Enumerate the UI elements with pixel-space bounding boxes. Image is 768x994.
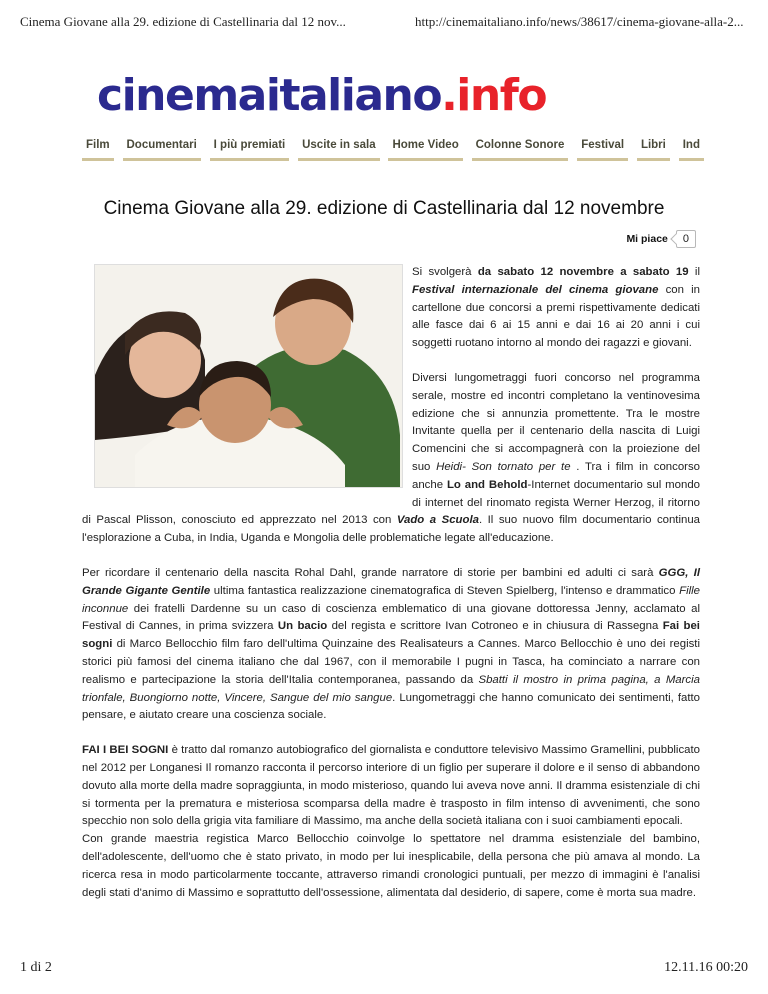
page-number: 1 di 2 [20,960,52,975]
nav-item-film[interactable]: Film [82,138,114,161]
nav-item-home-video[interactable]: Home Video [388,138,462,161]
nav-item-libri[interactable]: Libri [637,138,670,161]
nav-item-colonne-sonore[interactable]: Colonne Sonore [472,138,569,161]
paragraph-2: Diversi lungometraggi fuori concorso nel programma serale, mostre ed incontri completano la ventinovesima edizione che si annunzia promettente. Tra le mostre Invitante quella per il centenario della nascita di Luigi Comencini che si accompagnerà con la proiezione del suo Heidi- Son tornato per te . Tra i film in concorso anche Lo and Behold-Internet documentario sul mondo di internet del rinomato regista Werner Herzog, il ritorno di Pascal Plisson, conosciuto ed apprezzato nel 2013 con Vado a Scuola. Il suo nuovo film documentario continua l'esplorazione a Cuba, in India, Uganda e Mongolia delle problematiche legate all'educazione. [82,371,701,545]
print-header-title: Cinema Giovane alla 29. edizione di Castellinaria dal 12 nov... [20,14,346,29]
nav-item-documentari[interactable]: Documentari [123,138,201,161]
print-datetime: 12.11.16 00:20 [664,960,748,975]
article-body [82,264,700,919]
print-footer [20,960,748,978]
nav-item-premiati[interactable]: I più premiati [210,138,290,161]
paragraph-3: Per ricordare il centenario della nascita Rohal Dahl, grande narratore di storie per bambini ed adulti ci sarà GGG, Il Grande Gigante Gentile ultima fantastica realizzazione cinematografica di Steven Spielberg, l'intenso e drammatico Fille inconnue dei fratelli Dardenne su un caso di coscienza emblematico di una giovane dottoressa Jenny, acclamato al Festival di Cannes, in prima svizzera Un bacio del regista e scrittore Ivan Cotroneo e in chiusura di Rassegna Fai bei sogni di Marco Bellocchio film faro dell'ultima Quinzaine des Realisateurs a Cannes. Marco Bellocchio è uno dei registi storici più famosi del cinema italiano che dal 1967, con il memorabile I pugni in Tasca, ha cominciato a narrare con realismo e partecipazione la storia dell'Italia contemporanea, passando da Sbatti il mostro in prima pagina, a Marcia trionfale, Buongiorno notte, Vincere, Sangue del mio sangue. Lungometraggi che hanno comunicato dei sentimenti, fatto pensare, e aiutato creare una coscienza sociale. [82,566,700,722]
like-widget [626,230,696,248]
nav-item-festival[interactable]: Festival [577,138,628,161]
like-count: 0 [676,230,696,248]
logo-tld-text: .info [441,70,547,121]
logo-main-text: cinemaitaliano [97,70,442,121]
paragraph-4: FAI I BEI SOGNI è tratto dal romanzo autobiografico del giornalista e conduttore televisivo Massimo Gramellini, pubblicato nel 2012 per Longanesi Il romanzo racconta il percorso interiore di un figlio per superare il dolore e il senso di abbandono dovuto alla morte della madre sopraggiunta, in modo misterioso, quando lui aveva nove anni. Il dramma esistenziale di chi si tormenta per la prematura e misteriosa scomparsa della madre è trasposto in film intenso di avvenimenti, che sono specchio non solo della grigia vita familiare di Massimo, ma anche della società italiana con i suoi cambiamenti epocali. Con grande maestria registica Marco Bellocchio coinvolge lo spettatore nel dramma esistenziale del bambino, dell'adolescente, dell'uomo che è stato privato, in modo per lui inesplicabile, della persona che più amava al mondo. La ricerca resa in modo particolarmente toccante, attraverso rimandi cronologici puntuali, per mezzo di immagini è l'analisi degli stati d'animo di Massimo e soprattutto dell'ossessione, alimentata dal desiderio, di sapere, come è morta sua madre. [82,744,700,899]
paragraph-1: Si svolgerà da sabato 12 novembre a sabato 19 il Festival internazionale del cinema giovane con in cartellone due concorsi a premi rispettivamente dedicati alle fasce dai 6 ai 15 anni e dai 16 ai 20 anni i cui soggetti ruotano intorno al mondo dei ragazzi e giovani. [412,266,701,350]
print-header [20,14,748,32]
main-nav [82,138,704,164]
site-logo[interactable] [97,68,546,124]
nav-item-ind[interactable]: Ind [679,138,704,161]
print-header-url: http://cinemaitaliano.info/news/38617/cinema-giovane-alla-2... [415,14,744,29]
like-button[interactable]: Mi piace [626,233,668,245]
nav-item-uscite[interactable]: Uscite in sala [298,138,380,161]
article-title: Cinema Giovane alla 29. edizione di Castellinaria dal 12 novembre [103,198,665,219]
